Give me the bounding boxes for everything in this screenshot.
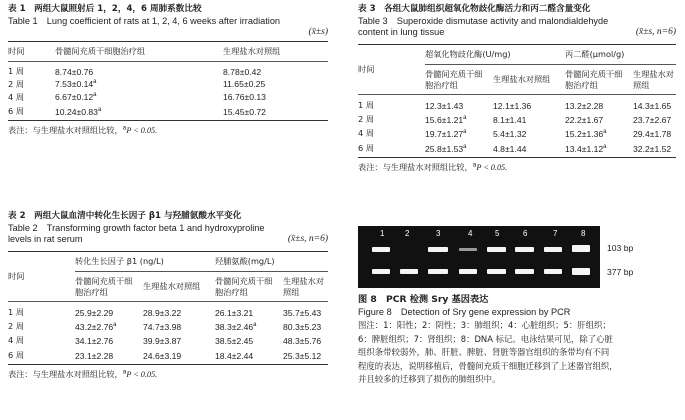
table-row <box>8 91 328 104</box>
table2-header-tgf: 转化生长因子 β1 (ng/L) <box>75 252 211 272</box>
table1-cell-time: 2 周 <box>8 78 24 89</box>
table2-cell: 80.3±5.23 <box>283 321 322 332</box>
figure8-caption-en: Figure 8 Detection of Sry gene expression by PCR <box>358 307 571 317</box>
table1-header-treatment: 骨髓间充质干细胞治疗组 <box>55 46 146 56</box>
table2-cell: 25.9±2.29 <box>75 307 114 318</box>
table3-subheader: 生理盐水对照组 <box>633 68 674 90</box>
table3-caption-en-line2: content in lung tissue <box>358 27 445 37</box>
table3 <box>358 44 676 158</box>
table3-cell: 8.1±1.41 <box>493 114 527 125</box>
table1-caption-cn: 表 1 两组大鼠照射后 1，2，4，6 周肺系数比较 <box>8 4 202 14</box>
table1-caption-en: Table 1 Lung coefficient of rats at 1, 2, 4, 6 weeks after irradiation <box>8 16 281 26</box>
table2-header-time: 时间 <box>8 271 25 281</box>
gel-band-lane5 <box>487 247 506 252</box>
table2-cell-time: 1 周 <box>8 307 24 318</box>
table2-subheader: 骨髓间充质干细胞治疗组 <box>215 275 273 297</box>
table3-header-mda: 丙二醛(μmol/g) <box>561 45 676 65</box>
table2-note-significance: P < 0.05. <box>126 370 158 379</box>
table2-note-text: 表注：与生理盐水对照组比较， <box>8 369 123 379</box>
table3-cell: 14.3±1.65 <box>633 100 672 111</box>
gel-band-lane7 <box>544 247 562 252</box>
table3-subheader: 生理盐水对照组 <box>493 74 551 84</box>
figure8-caption-cn: 图 8 PCR 检测 Sry 基因表达 <box>358 294 489 305</box>
table-row <box>358 95 676 113</box>
table3-caption-cn: 表 3 各组大鼠肺组织超氧化物歧化酶活力和丙二醛含量变化 <box>358 4 591 14</box>
table3-cell-time: 1 周 <box>358 100 374 111</box>
table3-note-text: 表注：与生理盐水对照组比较， <box>358 162 473 172</box>
table2-cell: 34.1±2.76 <box>75 335 114 346</box>
gel-band-lower <box>544 269 562 274</box>
table3-cell: 5.4±1.32 <box>493 128 527 139</box>
table-row <box>358 113 676 127</box>
table2-note: 表注：与生理盐水对照组比较，$^a$P < 0.05. <box>8 368 158 379</box>
table1-header-control: 生理盐水对照组 <box>223 46 281 56</box>
table2-cell: 38.3±2.46 <box>215 321 254 332</box>
table2-cell: 38.5±2.45 <box>215 335 254 346</box>
table-row <box>8 62 328 78</box>
table2-block <box>8 211 328 380</box>
table2 <box>8 251 328 365</box>
table1-cell-control: 15.45±0.72 <box>223 106 266 117</box>
table-row <box>358 141 676 158</box>
table3-cell: 22.2±1.67 <box>565 114 604 125</box>
table3-cell-time: 6 周 <box>358 143 374 154</box>
gel-band-lane4 <box>459 248 477 251</box>
table1-note-text: 表注：与生理盐水对照组比较， <box>8 125 123 135</box>
table3-cell: 4.8±1.44 <box>493 143 527 154</box>
table2-cell-time: 2 周 <box>8 321 24 331</box>
table-row <box>8 104 328 121</box>
lane-label: 5 <box>495 229 500 238</box>
table3-cell: 13.2±2.28 <box>565 100 604 111</box>
gel-band-lower <box>572 268 590 275</box>
table2-cell: 39.9±3.87 <box>143 335 182 346</box>
table3-block <box>358 4 676 173</box>
table2-subheader: 骨髓间充质干细胞治疗组 <box>75 275 133 297</box>
gel-band-lane8 <box>572 245 590 252</box>
table-row <box>8 348 328 365</box>
table1-cell-time: 6 周 <box>8 106 24 117</box>
table3-cell: 15.2±1.36 <box>565 128 604 139</box>
table2-caption-cn: 表 2 两组大鼠血清中转化生长因子 β1 与羟脯氨酸水平变化 <box>8 211 242 221</box>
table-row <box>358 127 676 141</box>
table2-cell: 74.7±3.98 <box>143 321 182 332</box>
significance-mark: a <box>93 79 97 86</box>
table1-cell-time: 4 周 <box>8 91 24 102</box>
table2-cell: 23.1±2.28 <box>75 350 114 361</box>
table3-cell-time: 2 周 <box>358 114 374 124</box>
table3-subheader: 骨髓间充质干细胞治疗组 <box>565 68 623 90</box>
gel-band-lower <box>372 269 390 274</box>
gel-band-lane6 <box>515 247 534 252</box>
significance-mark: a <box>463 114 467 121</box>
table3-header-time: 时间 <box>358 64 375 74</box>
table2-subheader: 生理盐水对照组 <box>283 275 324 297</box>
table1-cell-control: 16.76±0.13 <box>223 92 266 102</box>
significance-mark: a <box>463 128 467 135</box>
table3-cell-time: 4 周 <box>358 128 374 138</box>
table3-unit: (x̄±s, n=6) <box>635 27 676 37</box>
table1-cell-treatment: 8.74±0.76 <box>55 66 94 77</box>
table2-caption-en-line1: Table 2 Transforming growth factor beta 1 and hydroxyproline <box>8 223 265 233</box>
figure8-legend-line: 图注：1：阳性；2：阴性；3：肺组织；4：心脏组织；5：肝组织； <box>358 320 611 330</box>
table3-cell: 23.7±2.67 <box>633 114 672 125</box>
marker-103bp: 103 bp <box>607 243 634 253</box>
table2-cell: 28.9±3.22 <box>143 307 182 318</box>
gel-band-lower <box>400 269 418 274</box>
significance-mark: a <box>603 128 607 135</box>
figure8-caption-block <box>358 293 680 387</box>
table2-header-hyp: 羟脯氨酸(mg/L) <box>211 252 328 272</box>
table1-cell-treatment: 10.24±0.83 <box>55 106 98 117</box>
lane-label: 4 <box>468 229 473 238</box>
table2-cell-time: 6 周 <box>8 350 24 361</box>
significance-mark: a <box>603 143 607 150</box>
table2-cell: 26.1±3.21 <box>215 307 254 318</box>
table-row <box>8 302 328 320</box>
table2-cell: 35.7±5.43 <box>283 307 322 318</box>
table3-caption-en-line1: Table 3 Superoxide dismutase activity and malondialdehyde <box>358 16 609 26</box>
table1-cell-control: 11.65±0.25 <box>223 79 266 89</box>
table1 <box>8 41 328 121</box>
significance-mark: a <box>253 321 257 328</box>
figure8-legend-line: 6：脾脏组织；7：肾组织；8：DNA 标记。电泳结果可见，除了心脏 <box>358 333 613 344</box>
table1-note-significance: P < 0.05. <box>126 126 158 135</box>
table3-cell: 25.8±1.53 <box>425 143 464 154</box>
significance-mark: a <box>93 92 97 99</box>
figure8-legend-line: 并且较多的迁移到了损伤的肺组织中。 <box>358 374 501 384</box>
table2-cell: 48.3±5.76 <box>283 335 322 346</box>
table2-unit: (x̄±s, n=6) <box>287 234 328 244</box>
table1-cell-treatment: 6.67±0.12 <box>55 92 94 102</box>
table3-note: 表注：与生理盐水对照组比较，$^a$P < 0.05. <box>358 161 508 172</box>
lane-label: 1 <box>380 229 385 238</box>
lane-label: 2 <box>405 229 410 238</box>
significance-mark: a <box>463 143 467 150</box>
table1-unit: (x̄±s) <box>308 27 328 37</box>
table1-cell-time: 1 周 <box>8 66 24 77</box>
table2-subheader: 生理盐水对照组 <box>143 281 201 291</box>
table-row <box>8 320 328 334</box>
gel-image <box>358 226 600 288</box>
gel-band-lower <box>487 269 506 274</box>
lane-label: 7 <box>553 229 558 238</box>
table1-cell-control: 8.78±0.42 <box>223 66 262 77</box>
table-row <box>8 78 328 91</box>
table2-caption-en-line2: levels in rat serum <box>8 234 83 244</box>
table2-cell-time: 4 周 <box>8 335 24 345</box>
gel-band-lane3 <box>428 247 448 252</box>
table3-note-significance: P < 0.05. <box>476 163 508 172</box>
table3-cell: 32.2±1.52 <box>633 143 672 154</box>
table3-cell: 15.6±1.21 <box>425 114 464 125</box>
table3-subheader: 骨髓间充质干细胞治疗组 <box>425 68 483 90</box>
table2-cell: 24.6±3.19 <box>143 350 182 361</box>
table2-cell: 18.4±2.44 <box>215 350 254 361</box>
marker-377bp: 377 bp <box>607 267 634 277</box>
table3-cell: 12.3±1.43 <box>425 100 464 111</box>
lane-label: 3 <box>436 229 441 238</box>
gel-band-lower <box>459 269 477 274</box>
figure8-legend-line: 组织条带较弱外，肺、肝脏、脾脏、肾脏等器官组织的条带均有不同 <box>358 347 610 357</box>
gel-band-lower <box>515 269 534 274</box>
figure8-legend-line: 程度的表达，说明移植后，骨髓间充质干细胞迁移到了上述器官组织， <box>358 360 618 371</box>
table3-header-sod: 超氧化物歧化酶(U/mg) <box>425 45 561 65</box>
gel-band-lower <box>428 269 448 274</box>
table-row <box>8 334 328 348</box>
lane-label: 8 <box>581 229 586 238</box>
table2-cell: 43.2±2.76 <box>75 321 114 332</box>
table3-cell: 19.7±1.27 <box>425 128 464 139</box>
significance-mark: a <box>113 321 117 328</box>
table3-cell: 13.4±1.12 <box>565 143 604 154</box>
gel-band-lane1 <box>372 247 390 252</box>
table3-cell: 12.1±1.36 <box>493 100 532 111</box>
table3-cell: 29.4±1.78 <box>633 128 672 139</box>
table1-note: 表注：与生理盐水对照组比较，$^a$P < 0.05. <box>8 124 158 135</box>
table1-block <box>8 4 328 136</box>
table1-header-time: 时间 <box>8 46 25 56</box>
table2-cell: 25.3±5.12 <box>283 350 322 361</box>
significance-mark: a <box>97 106 102 113</box>
lane-label: 6 <box>523 229 528 238</box>
table1-cell-treatment: 7.53±0.14 <box>55 79 94 89</box>
